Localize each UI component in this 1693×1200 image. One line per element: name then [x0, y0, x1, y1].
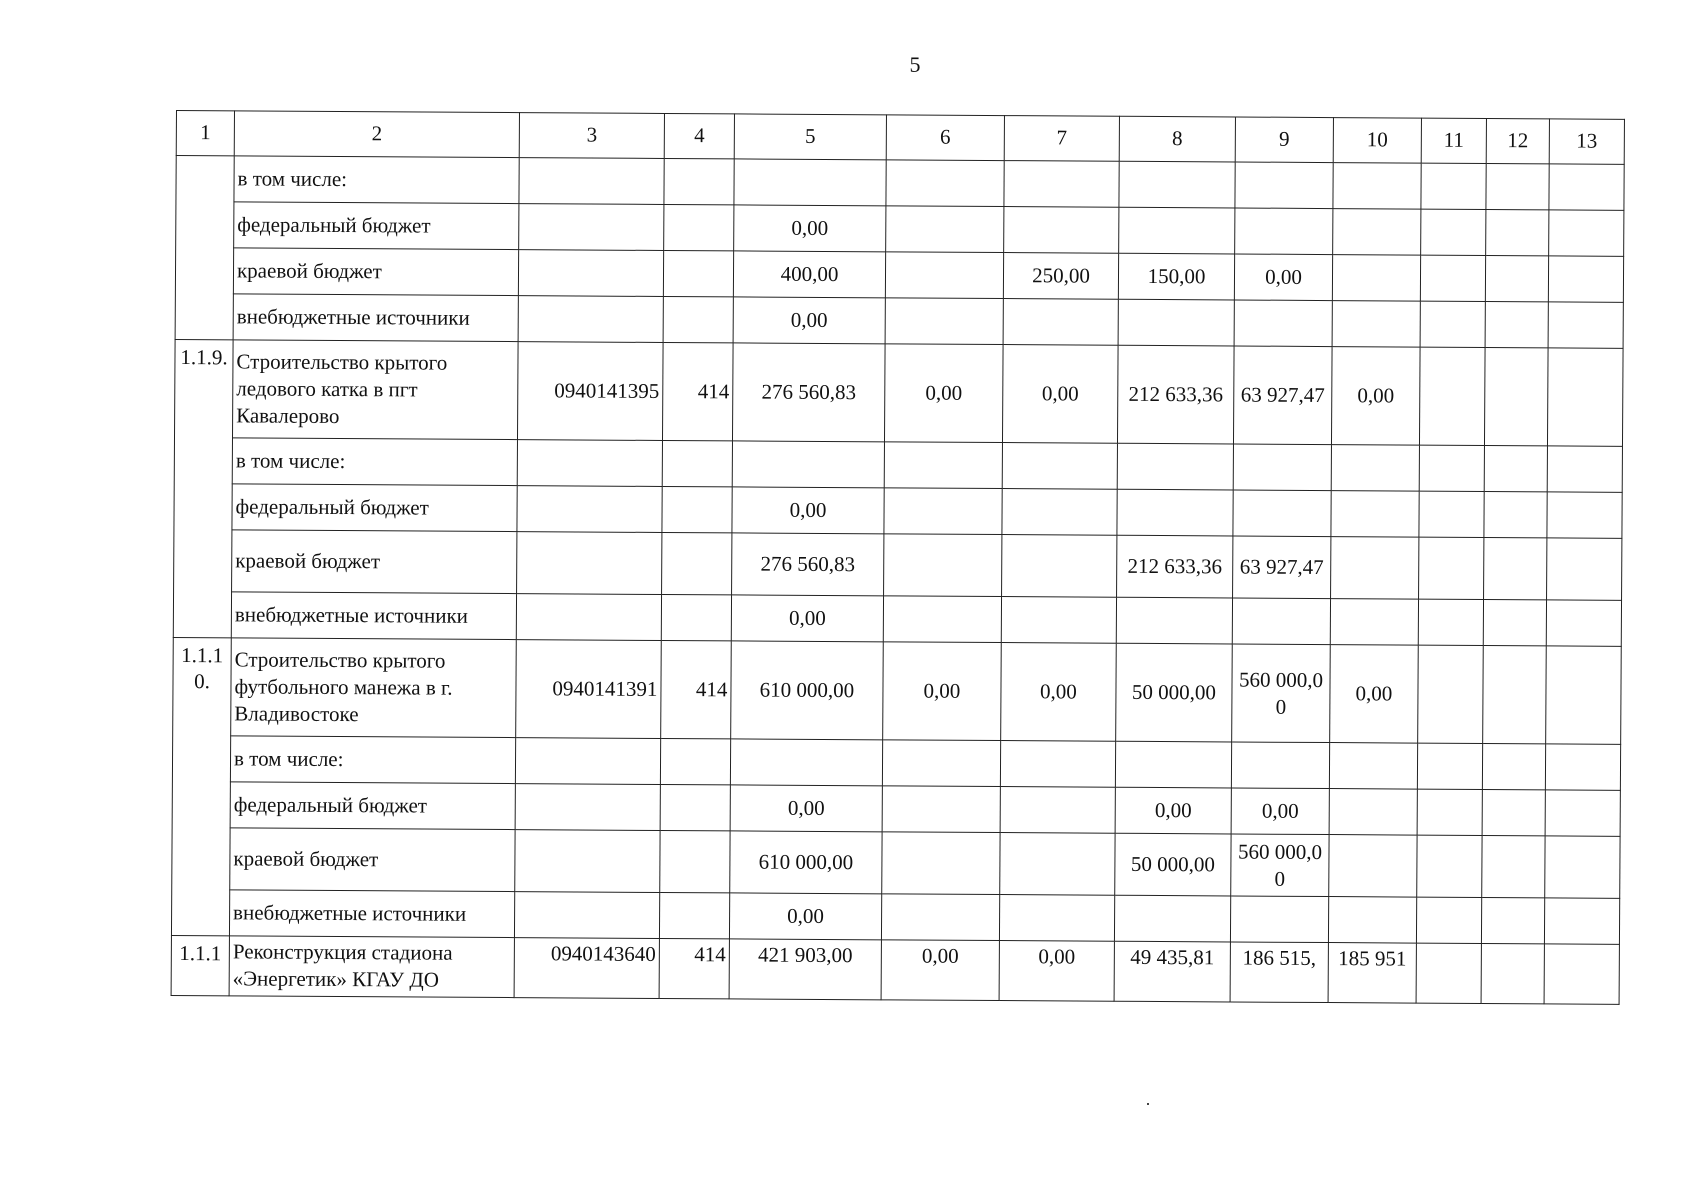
table-cell	[1119, 161, 1235, 208]
table-cell: 610 000,00	[730, 831, 882, 894]
item-name-cell: внебюджетные источники	[231, 592, 516, 640]
table-row	[174, 529, 1622, 600]
table-cell	[1416, 943, 1481, 1003]
table-cell	[885, 298, 1003, 345]
table-cell	[734, 159, 886, 206]
table-cell: 0,00	[1331, 347, 1420, 446]
item-name-cell: в том числе:	[232, 438, 517, 486]
table-cell	[664, 204, 734, 250]
table-cell	[1419, 347, 1485, 445]
table-cell	[1416, 897, 1481, 943]
table-cell	[1484, 348, 1548, 446]
table-cell	[1547, 446, 1622, 492]
table-cell	[664, 158, 734, 204]
item-number-cell: 1.1.9.	[173, 339, 233, 637]
item-name-cell: внебюджетные источники	[229, 890, 514, 938]
table-cell: 63 927,47	[1233, 536, 1331, 599]
table-cell: 0,00	[1234, 254, 1332, 301]
table-cell	[1417, 835, 1482, 897]
item-name-cell: федеральный бюджет	[232, 484, 517, 532]
table-cell: 0940143640	[514, 938, 659, 998]
table-cell	[1329, 789, 1417, 836]
table-cell	[660, 784, 730, 830]
table-cell: 0,00	[881, 940, 999, 1000]
table-cell	[1486, 164, 1549, 210]
table-cell	[663, 250, 733, 296]
item-name-cell: федеральный бюджет	[230, 782, 515, 830]
table-cell	[1546, 600, 1621, 646]
table-cell	[1333, 209, 1421, 256]
table-cell	[1481, 943, 1544, 1003]
table-cell	[882, 832, 1000, 895]
table-cell	[1329, 743, 1417, 790]
item-number-cell: 1.1.10.	[171, 637, 231, 935]
table-cell	[1485, 256, 1548, 302]
table-cell	[1002, 489, 1117, 536]
item-name-cell: федеральный бюджет	[234, 202, 519, 250]
table-cell	[1000, 787, 1115, 834]
table-cell	[1001, 597, 1116, 644]
table-cell	[1482, 789, 1545, 835]
table-row	[172, 827, 1620, 898]
table-cell	[1234, 300, 1332, 347]
table-cell	[661, 594, 731, 640]
page-number: 5	[909, 52, 921, 77]
column-header: 9	[1235, 117, 1333, 163]
column-header: 3	[519, 113, 664, 159]
item-number-cell	[175, 156, 234, 340]
column-header: 1	[176, 111, 234, 156]
column-header: 2	[234, 111, 519, 158]
table-cell	[1002, 443, 1117, 490]
table-cell: 414	[661, 640, 732, 738]
column-header: 11	[1421, 118, 1486, 163]
table-cell	[1418, 599, 1483, 645]
table-cell	[1418, 645, 1484, 743]
table-cell: 560 000,00	[1232, 644, 1331, 743]
table-cell	[1419, 445, 1484, 491]
table-cell	[1547, 348, 1623, 446]
table-cell	[662, 486, 732, 532]
table-cell	[1003, 299, 1118, 346]
column-header: 6	[886, 115, 1004, 161]
table-cell	[1235, 208, 1333, 255]
table-cell	[1330, 599, 1418, 646]
table-cell	[1482, 835, 1545, 897]
table-cell: 186 515,	[1230, 942, 1328, 1002]
table-cell	[730, 739, 882, 786]
table-cell	[1547, 492, 1622, 538]
table-row	[173, 637, 1622, 744]
table-cell: 0,00	[731, 595, 883, 642]
table-cell: 0,00	[1231, 788, 1329, 835]
table-cell: 63 927,47	[1233, 346, 1332, 445]
item-name-cell: в том числе:	[234, 156, 519, 204]
column-header: 5	[734, 114, 886, 160]
table-cell: 250,00	[1003, 253, 1118, 300]
table-cell: 49 435,81	[1114, 941, 1230, 1001]
table-cell	[1232, 598, 1330, 645]
table-cell	[1417, 789, 1482, 835]
column-header: 7	[1004, 116, 1119, 162]
item-name-cell: краевой бюджет	[233, 248, 518, 296]
table-cell	[1544, 898, 1619, 944]
item-name-cell: внебюджетные источники	[233, 294, 518, 342]
table-cell: 0,00	[734, 205, 886, 252]
table-cell	[1486, 210, 1549, 256]
table-cell	[1483, 645, 1547, 743]
table-cell	[662, 440, 732, 486]
table-cell	[1230, 896, 1328, 943]
table-cell: 50 000,00	[1116, 643, 1233, 742]
table-cell	[1482, 743, 1545, 789]
table-cell: 276 560,83	[732, 533, 884, 596]
table-cell: 0,00	[732, 487, 884, 534]
table-cell	[1417, 743, 1482, 789]
table-cell	[1117, 443, 1233, 490]
table-cell	[515, 784, 660, 831]
table-cell	[1545, 790, 1620, 836]
table-cell	[519, 158, 664, 205]
table-cell	[1329, 835, 1417, 898]
table-cell	[999, 895, 1114, 942]
table-cell	[517, 440, 662, 487]
item-number-cell: 1.1.1	[171, 935, 229, 995]
table-cell	[882, 740, 1000, 787]
table-cell	[1115, 741, 1231, 788]
table-cell	[1485, 302, 1548, 348]
table-cell: 610 000,00	[731, 641, 884, 740]
table-cell: 0,00	[729, 893, 881, 940]
table-cell	[1116, 597, 1232, 644]
table-cell	[1546, 646, 1622, 744]
table-cell	[1002, 535, 1117, 598]
table-cell	[886, 160, 1004, 207]
table-cell	[886, 206, 1004, 253]
table-cell	[1004, 161, 1119, 208]
table-cell	[1548, 302, 1623, 348]
table-cell	[882, 786, 1000, 833]
table-cell	[1004, 207, 1119, 254]
column-header: 12	[1486, 119, 1549, 164]
table-cell	[1231, 742, 1329, 789]
table-cell	[1419, 537, 1484, 599]
table-cell	[1544, 944, 1619, 1004]
table-cell	[1000, 741, 1115, 788]
table-cell	[519, 204, 664, 251]
table-cell	[515, 830, 660, 893]
table-cell	[1421, 163, 1486, 209]
table-cell: 0,00	[1002, 345, 1118, 444]
item-name-cell: краевой бюджет	[232, 530, 517, 594]
table-cell: 0940141391	[516, 640, 662, 739]
table-cell	[1484, 445, 1547, 491]
table-cell: 0,00	[1115, 787, 1231, 834]
table-cell	[884, 442, 1002, 489]
table-cell	[660, 738, 730, 784]
table-cell	[1420, 301, 1485, 347]
table-cell	[518, 296, 663, 343]
table-cell	[1483, 599, 1546, 645]
table-cell	[1119, 207, 1235, 254]
table-cell	[884, 534, 1002, 597]
table-cell	[885, 252, 1003, 299]
table-cell	[516, 594, 661, 641]
table-cell	[517, 532, 662, 595]
column-header: 8	[1119, 116, 1235, 162]
table-cell	[660, 830, 730, 892]
table-cell: 560 000,00	[1231, 834, 1329, 897]
table-cell	[1419, 491, 1484, 537]
table-cell	[1331, 537, 1419, 600]
table-cell	[659, 892, 729, 938]
table-cell	[1331, 491, 1419, 538]
table-cell	[1328, 897, 1416, 944]
table-cell: 212 633,36	[1117, 345, 1234, 444]
budget-table	[171, 110, 1625, 1004]
table-cell	[1545, 744, 1620, 790]
table-cell: 0,00	[733, 297, 885, 344]
table-cell	[1114, 895, 1230, 942]
table-cell	[1545, 836, 1620, 898]
table-cell	[662, 532, 732, 594]
table-cell	[732, 441, 884, 488]
item-name-cell: Реконструкция стадиона «Энергетик» КГАУ ДО	[229, 936, 514, 997]
table-cell: 185 951	[1328, 943, 1416, 1003]
table-cell: 414	[659, 938, 729, 998]
column-header: 4	[664, 113, 734, 158]
item-name-cell: в том числе:	[230, 736, 515, 784]
table-cell	[1235, 162, 1333, 209]
table-cell	[1332, 255, 1420, 302]
table-row	[174, 339, 1623, 446]
table-cell: 0,00	[883, 642, 1002, 741]
table-cell	[1484, 491, 1547, 537]
table-cell	[663, 296, 733, 342]
table-cell	[1484, 537, 1547, 599]
table-cell: 421 903,00	[729, 939, 881, 1000]
item-name-cell: Строительство крытого ледового катка в пгт Кавалерово	[232, 340, 518, 440]
table-cell	[1547, 538, 1622, 600]
table-cell	[515, 738, 660, 785]
scan-speck	[1147, 1103, 1149, 1105]
table-cell	[1331, 445, 1419, 492]
table-cell: 0,00	[1001, 643, 1117, 742]
table-cell	[1332, 301, 1420, 348]
column-header: 10	[1333, 118, 1421, 164]
table-cell	[517, 486, 662, 533]
table-cell	[1233, 490, 1331, 537]
table-cell	[1118, 299, 1234, 346]
table-cell	[1481, 897, 1544, 943]
table-cell: 414	[662, 342, 733, 440]
table-cell	[1421, 209, 1486, 255]
table-cell	[1549, 164, 1624, 210]
table-cell	[514, 892, 659, 939]
table-cell	[883, 596, 1001, 643]
table-cell: 0,00	[730, 785, 882, 832]
table-cell: 0,00	[1330, 645, 1419, 744]
table-cell	[1549, 210, 1624, 256]
table-row	[171, 935, 1619, 1003]
table-cell	[1000, 833, 1115, 896]
table-cell	[518, 250, 663, 297]
table-cell	[1333, 163, 1421, 210]
table-cell: 212 633,36	[1117, 535, 1233, 598]
table-cell: 0,00	[999, 941, 1114, 1001]
table-cell	[1548, 256, 1623, 302]
item-name-cell: Строительство крытого футбольного манежа в г. Владивостоке	[231, 638, 517, 738]
table-cell	[884, 488, 1002, 535]
item-name-cell: краевой бюджет	[230, 828, 515, 892]
column-header: 13	[1549, 119, 1624, 164]
table-cell: 400,00	[733, 251, 885, 298]
table-cell: 150,00	[1118, 253, 1234, 300]
table-cell	[1420, 255, 1485, 301]
table-cell	[1233, 444, 1331, 491]
table-cell: 50 000,00	[1115, 833, 1231, 896]
table-cell: 276 560,83	[732, 343, 885, 442]
table-cell: 0940141395	[517, 342, 663, 441]
table-cell	[881, 894, 999, 941]
table-cell	[1117, 489, 1233, 536]
table-cell: 0,00	[884, 344, 1003, 443]
